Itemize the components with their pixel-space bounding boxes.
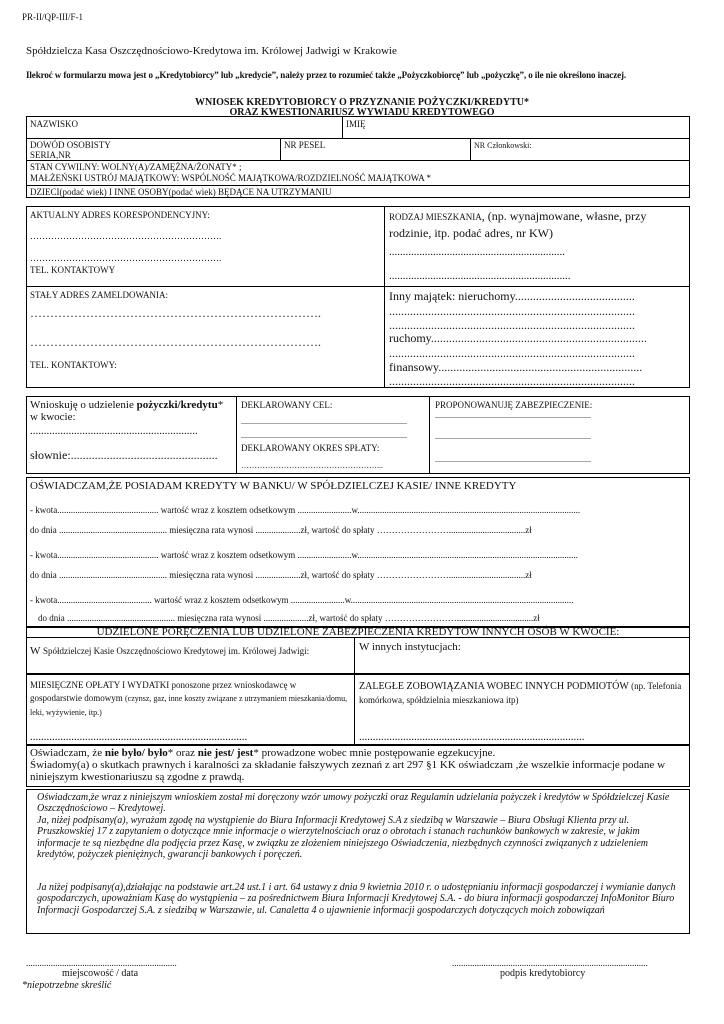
expenses-dots: ............................................................................... <box>30 731 248 743</box>
marital-status-label[interactable]: STAN CYWILNY: WOLNY(A)/ZAMĘŻNA/ŻONATY* ; <box>30 162 242 172</box>
phone-label-2[interactable]: TEL. KONTAKTOWY: <box>30 360 117 370</box>
credit-3-amount[interactable]: - kwota.......................................... wartość wraz z kosztem odsetkowym ........................w................................................................................................... <box>30 595 574 605</box>
housing-type-block[interactable] <box>389 208 685 241</box>
property-dots-5: .................................................................................. <box>389 346 635 360</box>
property-movable[interactable]: ruchomy........................................................................ <box>389 331 647 345</box>
credit-3-due[interactable]: do dnia ................................................ miesięczna rata wynosi ....................zł, wartość do spłaty ……………………..................................zł <box>38 613 540 623</box>
first-name-label[interactable]: IMIĘ <box>346 119 366 129</box>
amount-label: w kwocie: <box>30 411 76 423</box>
form-title-2: ORAZ KWESTIONARIUSZ WYWIADU KREDYTOWEGO <box>229 107 495 118</box>
liability-statement: Świadomy(a) o skutkach prawnych i karalności za składanie fałszywych zeznań z art 297 §1 KK oświadczam ,że wszelkie informacje podane w niniejszym kwestionariuszu są zgodne z prawdą. <box>30 759 666 783</box>
period-dots: ……………………………………………... <box>241 461 383 470</box>
footnote: *niepotrzebne skreślić <box>22 980 112 991</box>
place-date-field[interactable]: ................................................................... <box>26 958 177 968</box>
property-dots-2: .................................................................................. <box>389 304 635 318</box>
credit-2-due[interactable]: do dnia ................................................ miesięczna rata wynosi ....................zł, wartość do spłaty ……………………..................................zł <box>30 570 532 580</box>
consent-infomonitor: Ja niżej podpisany(a),działając na podstawie art.24 ust.1 i art. 64 ustawy z dnia 9 kwietnia 2010 r. o udostępnianiu informacji gospodarczej i wymianie danych gospodarczych, upoważniam Kasę do wystąpienia – za pośrednictwem Biura Informacji Kredytowej S.A. - do biura informacji gospodarczej InfoMonitor Biuro Informacji Gospodarczej S.A. z siedzibą w Warszawie, ul. Canaletta 4 o ujawnienie informacji gospodarczych dotyczących moich zobowiązań <box>37 882 676 916</box>
permanent-dots-2: ………………………………………………………………. <box>30 335 321 349</box>
enforcement-declaration[interactable]: Oświadczam, że nie było/ było* oraz nie jest/ jest* prowadzone wobec mnie postępowanie egzekucyjne. <box>30 747 496 759</box>
goal-dots-2: ................................................................................... <box>241 431 407 440</box>
permanent-dots-1: ………………………………………………………………. <box>30 306 321 320</box>
form-code: PR-II/QP-III/F-1 <box>22 12 83 22</box>
housing-type-label: RODZAJ MIESZKANIA <box>389 212 482 222</box>
loan-request-text: Wnioskuję o udzielenie pożyczki/kredytu* <box>30 399 224 411</box>
security-dots-1: .............................................................................. <box>435 411 591 420</box>
phone-label-1[interactable]: TEL. KONTAKTOWY <box>30 265 116 275</box>
guarantees-heading: UDZIELONE PORĘCZENIA LUB UDZIELONE ZABEZPIECZENIA KREDYTÓW INNYCH OSÓB W KWOCIE: <box>96 626 620 638</box>
housing-dots-2: .................................................................. <box>389 270 571 282</box>
credit-1-amount[interactable]: - kwota............................................. wartość wraz z kosztem odsetkowym ........................w................................................................................................... <box>30 505 581 515</box>
surname-label[interactable]: NAZWISKO <box>30 119 78 129</box>
loan-type[interactable]: pożyczki/kredytu <box>136 399 218 411</box>
permanent-address-label[interactable]: STAŁY ADRES ZAMELDOWANIA: <box>30 290 168 300</box>
housing-dots-1: ................................................................ <box>389 246 565 258</box>
form-notice: Ilekroć w formularzu mowa jest o „Kredytobiorcy” lub „kredycie”, należy przez to rozumieć także „Pożyczkobiorcę” lub „pożyczkę”, o ile nie określono inaczej. <box>26 70 627 80</box>
signature-label: podpis kredytobiorcy <box>500 968 586 979</box>
dependents-label[interactable]: DZIECI(podać wiek) I INNE OSOBY(podać wiek) BĘDĄCE NA UTRZYMANIU <box>30 187 332 197</box>
property-dots-3: .................................................................................. <box>389 318 635 332</box>
credit-2-amount[interactable]: - kwota............................................. wartość wraz z kosztem odsetkowym ........................w.................................................................................................. <box>30 550 578 560</box>
form-title-1: WNIOSEK KREDYTOBIORCY O PRZYZNANIE POŻYCZKI/KREDYTU* <box>195 97 529 108</box>
correspondence-address-label[interactable]: AKTUALNY ADRES KORESPONDENCYJNY: <box>30 210 210 220</box>
arrears-dots: .................................................................................. <box>359 731 585 743</box>
guarantees-skok-label[interactable]: W Spółdzielczej Kasie Oszczędnościowo Kredytowej im. Królowej Jadwigi: <box>30 645 310 657</box>
monthly-expenses-label[interactable]: MIESIĘCZNE OPŁATY I WYDATKI ponoszone przez wnioskodawcę w gospodarstwie domowym (czynsz, gaz, inne koszty związane z utrzymaniem mieszkania/domu, leki, wyżywienie, itp.) <box>30 680 348 717</box>
id-document-label[interactable]: DOWÓD OSOBISTY <box>30 140 111 150</box>
credit-1-due[interactable]: do dnia ................................................ miesięczna rata wynosi ....................zł, wartość do spłaty ……………………..................................zł <box>30 525 532 535</box>
amount-in-words-field[interactable]: słownie:................................................. <box>30 448 218 462</box>
institution-name: Spółdzielcza Kasa Oszczędnościowo-Kredytowa im. Królowej Jadwigi w Krakowie <box>26 45 397 57</box>
security-dots-3: .............................................................................. <box>435 455 591 464</box>
housing-type-hint: , (np. wynajmowane, własne, przy rodzinie, itp. podać adres, nr KW) <box>389 209 647 240</box>
member-number-label[interactable]: NR Członkowski: <box>474 141 532 150</box>
consent-bik: Ja, niżej podpisany(a), wyrażam zgodę na wystąpienie do Biura Informacji Kredytowej S.A z siedzibą w Warszawie – Biura Obsługi Klienta przy ul. Pruszkowskiej 17 z zapytaniem o dotyczące mnie informacje o wierzytelnościach oraz o obrotach i stanach rachunków bankowych w zakresie, w jakim informacje te są niezbędne dla podjęcia przez Kasę, w związku ze złożeniem niniejszego Oświadczenia, niezbędnych czynności związanych z udzieleniem kredytów, pożyczek pieniężnych, gwarancji bankowych i poręczeń. <box>37 815 649 860</box>
consent-agreement-receipt: Oświadczam,że wraz z niniejszym wnioskiem został mi doręczony wzór umowy pożyczki oraz Regulamin udzielania pożyczek i kredytów w Spółdzielczej Kasie Oszczędnościowo – Kredytowej. <box>37 792 670 815</box>
property-regime-label[interactable]: MAŁŻEŃSKI USTRÓJ MAJĄTKOWY: WSPÓLNOŚĆ MAJĄTKOWA/ROZDZIELNOŚĆ MAJĄTKOWA * <box>30 173 432 183</box>
id-series-label: SERIA,NR <box>30 150 71 160</box>
signature-field[interactable]: ....................................................................................... <box>452 958 648 968</box>
declared-period-label[interactable]: DEKLAROWANY OKRES SPŁATY: <box>241 443 380 453</box>
pesel-label[interactable]: NR PESEL <box>284 140 326 150</box>
security-dots-2: .............................................................................. <box>435 432 591 441</box>
security-label[interactable]: PROPONOWANUJĘ ZABEZPIECZENIE: <box>435 400 593 410</box>
property-financial[interactable]: finansowy.................................................................... <box>389 360 643 374</box>
goal-dots-1: ................................................................................... <box>241 417 407 426</box>
arrears-label[interactable]: ZALEGŁE ZOBOWIĄZANIA WOBEC INNYCH PODMIOTÓW (np. Telefonia komórkowa, spółdzielnia mieszkaniowa itp) <box>359 681 682 705</box>
existing-credits-heading: OŚWIADCZAM,ŻE POSIADAM KREDYTY W BANKU/ W SPÓŁDZIELCZEJ KASIE/ INNE KREDYTY <box>30 480 517 492</box>
guarantees-other-label[interactable]: W innych instytucjach: <box>359 641 461 653</box>
amount-field[interactable]: ............................................................. <box>30 425 198 437</box>
correspondence-dots-1: ………………………………………………………. <box>30 231 222 241</box>
property-dots-7: .................................................................................. <box>389 374 635 388</box>
correspondence-dots-2: ………………………………………………………. <box>30 253 222 263</box>
property-real-estate[interactable]: Inny majątek: nieruchomy........................................ <box>389 289 635 303</box>
place-date-label: miejscowość / data <box>62 968 139 979</box>
declared-goal-label[interactable]: DEKLAROWANY CEL: <box>241 400 333 410</box>
